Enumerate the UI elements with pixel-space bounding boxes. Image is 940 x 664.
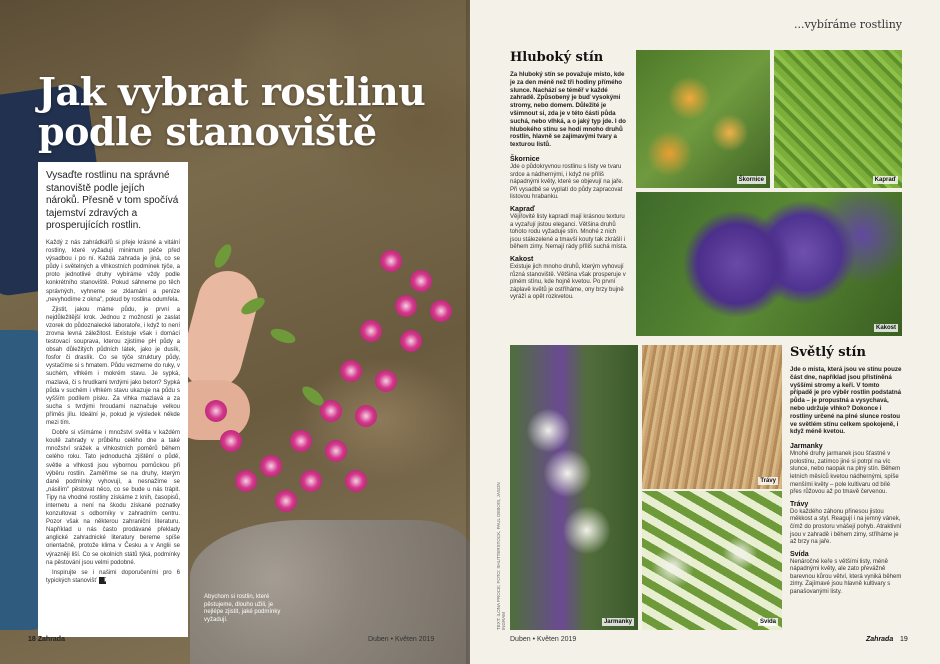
light-shade-column — [790, 345, 902, 597]
primula-flower — [290, 430, 312, 452]
page-number: 19 — [900, 636, 908, 643]
section-heading: Světlý stín — [790, 345, 866, 360]
primula-flower — [355, 405, 377, 427]
section-intro: Jde o místa, která jsou ve stínu pouze část dne, například jsou přistíněná vyššími stromy a keři. V tomto případě je pro výběr rostlin podstatná půda – je propustná a vysychavá, nebo udržuje vlhko? Dokonce i rostliny určené na plné slunce rostou ve světlém stínu celkem spokojeně, i když méně kvetou. — [790, 366, 902, 436]
paragraph: Inspirujte se i našimi doporučeními pro 6 typických stanovišť — [46, 569, 180, 584]
paragraph: Zjistit, jakou máme půdu, je první a nejdůležitější krok. Jednou z možností je zaslat vzorek do půdoznalecké laboratoře, i když to není zrovna levná záležitost. Existuje však i domácí testovací souprava, kterou zjistíme pH půdy a obsah důležitých půdních látek, jako je dusík, fosfor či draslík. Co se týče struktury půdy, vystačíme si s hmatem. Půdu vezmeme do ruky, v suchém, vlhkém i mokrém stavu. Je sypká, mazlavá, či s hrudkami tvrdými jako beton? Sypká půda v suchém i vlhkém stavu ukazuje na půdu s vyšším podílem písku. Za vlhka mazlavá a za sucha s tvrdými hroudami naznačuje velkou příměs jílu. Ideální je, pokud je výsledek někde mezi tím. — [46, 306, 180, 427]
photo-skornice — [636, 50, 770, 188]
section-heading: Hluboký stín — [510, 50, 604, 65]
primula-flower — [220, 430, 242, 452]
primula-flower — [410, 270, 432, 292]
leaf — [269, 326, 298, 346]
photo-jarmanky — [510, 345, 638, 630]
plant-description: Jde o půdokryvnou rostlinu s listy ve tvaru srdce a nádhernými, i když ne příliš nápadnými květy, které se objevují na jaře. Při vysadbě se vyplatí do půdy zapracovat listovou hrabanku. — [510, 163, 624, 201]
primula-flower — [395, 295, 417, 317]
photo-label: Kapraď — [874, 177, 896, 183]
primula-flower — [320, 400, 342, 422]
leaf — [211, 242, 234, 271]
plant-description: Vějířovité listy kapradí mají krásnou texturu a vyzařují jistou eleganci. Většina druhů tohoto rodu vyžaduje stín. Mnohé z nich jsou stálezelené a tmavší kouty tak zkrášlí i během zimy. Nemají rády příliš suchá místa. — [510, 213, 628, 251]
photo-kapradi — [774, 50, 902, 188]
plant-name: Trávy — [790, 500, 809, 508]
primula-flower — [275, 490, 297, 512]
paragraph-with-arrow — [46, 569, 180, 585]
photo-label: Jarmanky — [603, 619, 632, 625]
plant-name: Kakost — [510, 255, 534, 263]
plant-description: Do každého záhonu přinesou jistou měkkost a styl. Reagují i na jemný vánek, čímž do prostoru vnášejí pohyb. Atraktivní jsou v zahradě i během zimy, stříháme je až brzy na jaře. — [790, 508, 902, 546]
primula-flower — [400, 330, 422, 352]
photo-svida — [642, 491, 782, 630]
magazine-brand: Zahrada — [37, 636, 65, 643]
primula-flower — [340, 360, 362, 382]
plant-name: Svída — [790, 550, 809, 558]
issue-date: Duben • Květen 2019 — [510, 636, 577, 643]
photo-caption: Abychom si rostlin, které pěstujeme, dlouho užili, je nejlépe zjistit, jaké podmínky vyžadují. — [204, 594, 281, 623]
primula-flower — [260, 455, 282, 477]
primula-flower — [380, 250, 402, 272]
photo-kakost — [636, 192, 902, 336]
primula-flower — [360, 320, 382, 342]
body-text — [46, 239, 180, 585]
magazine-brand: Zahrada — [866, 636, 894, 643]
plant-description: Mnohé druhy jarmanek jsou šťastné v polostínu, zatímco jiné si potrpí na víc slunce, nebo naopak na plný stín. Během letních měsíců kvetou nádhernými, spíše menšími květy – pole kultivaru od bílé přes růžovou až po tmavě červenou. — [790, 451, 901, 496]
deep-shade-column — [510, 50, 628, 302]
plant-name: Kapraď — [510, 205, 535, 213]
photo-credit: TEXT: ILONA PROCE; FOTO: SHUTTERSTOCK, PAUL DEBOIS, JASON INGRAM — [496, 482, 506, 630]
page-number: 18 — [28, 636, 36, 643]
paragraph: Každý z nás zahrádkářů si přeje krásné a vitální rostliny, které vyžadují minimum péče před výsadbou i po ní. Každá zahrada je jiná, co se půdy i světelných a vlhkostních podmínek týče, a proto jednotlivé druhy vybíráme vždy podle konkrétního stanoviště. Pokud sáhneme po těch správných, vyhneme se zklamání a peníze „nevyhodíme z okna", pokud by rostlina odumřela. — [46, 239, 180, 303]
hand — [175, 264, 264, 395]
photo-travy — [642, 345, 782, 489]
arrow-icon: ▶ — [99, 577, 106, 584]
lede: Vysaďte rostlinu na správné stanoviště podle jejích nároků. Přesně v tom spočívá tajemství zdravých a prosperujících rostlin. — [46, 170, 179, 232]
primula-flower — [345, 470, 367, 492]
primula-flower — [235, 470, 257, 492]
plant-name: Škornice — [510, 155, 540, 163]
photo-label: Kakost — [875, 325, 896, 331]
section-intro: Za hluboký stín se považuje místo, kde je za den méně než tři hodiny přímého slunce. Nachází se téměř v každé zahradě. Způsobený je buď vysokými stromy, nebo domem. Důležité je všimnout si, zda je v této části půda suchá, nebo vlhká, a o jaký typ jde. I do hlubokého stínu se hodí mnoho druhů rostlin, hlavně se zajímavými tvary a texturou listů. — [510, 71, 626, 149]
primula-flower — [375, 370, 397, 392]
plant-description: Existuje jich mnoho druhů, kterým vyhovují různá stanoviště. Většina však prosperuje v plném stínu, kde hojně kvetou. Po první záplavě květů je ostříháme, ony brzy bujně vyráží a opět rozkvetou. — [510, 263, 626, 301]
article-title: Jak vybrat rostlinu podle stanoviště — [38, 69, 426, 154]
issue-date: Duben • Květen 2019 — [368, 636, 435, 643]
photo-label: Škornice — [738, 177, 764, 183]
intro-text-box — [38, 162, 188, 637]
primula-flower — [325, 440, 347, 462]
photo-label: Trávy — [760, 478, 776, 484]
primula-flower — [300, 470, 322, 492]
plant-description: Nenáročné keře s většími listy, méně nápadnými květy, ale zato převážně barevnou kůrou větví, která vyniká během zimy. Zajímavé jsou hlavně kultivary s panašovanými listy. — [790, 558, 902, 596]
section-tag: ...vybíráme rostliny — [793, 18, 902, 31]
plant-name: Jarmanky — [790, 443, 823, 451]
folio-left — [28, 636, 65, 643]
paragraph: Dobře si všímáme i množství světla v každém koutě zahrady v průběhu celého dne a také množství srážek a vlhkostních poměrů během celého roku. Tato jednoduchá zjištění o půdě, světle a vlhkosti jsou výbornou pomůckou při výběru rostlin. Zaměříme se na druhy, kterým dané podmínky vyhovují, a nesnažíme se „násilím" pěstovat něco, co se bude u nás trápit. Tipy na vhodné rostliny získáme z knih, časopisů, internetu a není na škodu získané poznatky konzultovat s odborníky v zahradním centru. Pozor však na některou zahraniční literaturu. Například u nás často prodávané překlady anglické zahradnické literatury bereme spíše orientačně, protože klima v Česku a v Anglii se výrazněji liší. Co se okolních států týká, podmínky na pěstování jsou velmi podobné. — [46, 430, 180, 566]
primula-flower — [205, 400, 227, 422]
photo-label: Svída — [759, 619, 776, 625]
primula-flower — [430, 300, 452, 322]
